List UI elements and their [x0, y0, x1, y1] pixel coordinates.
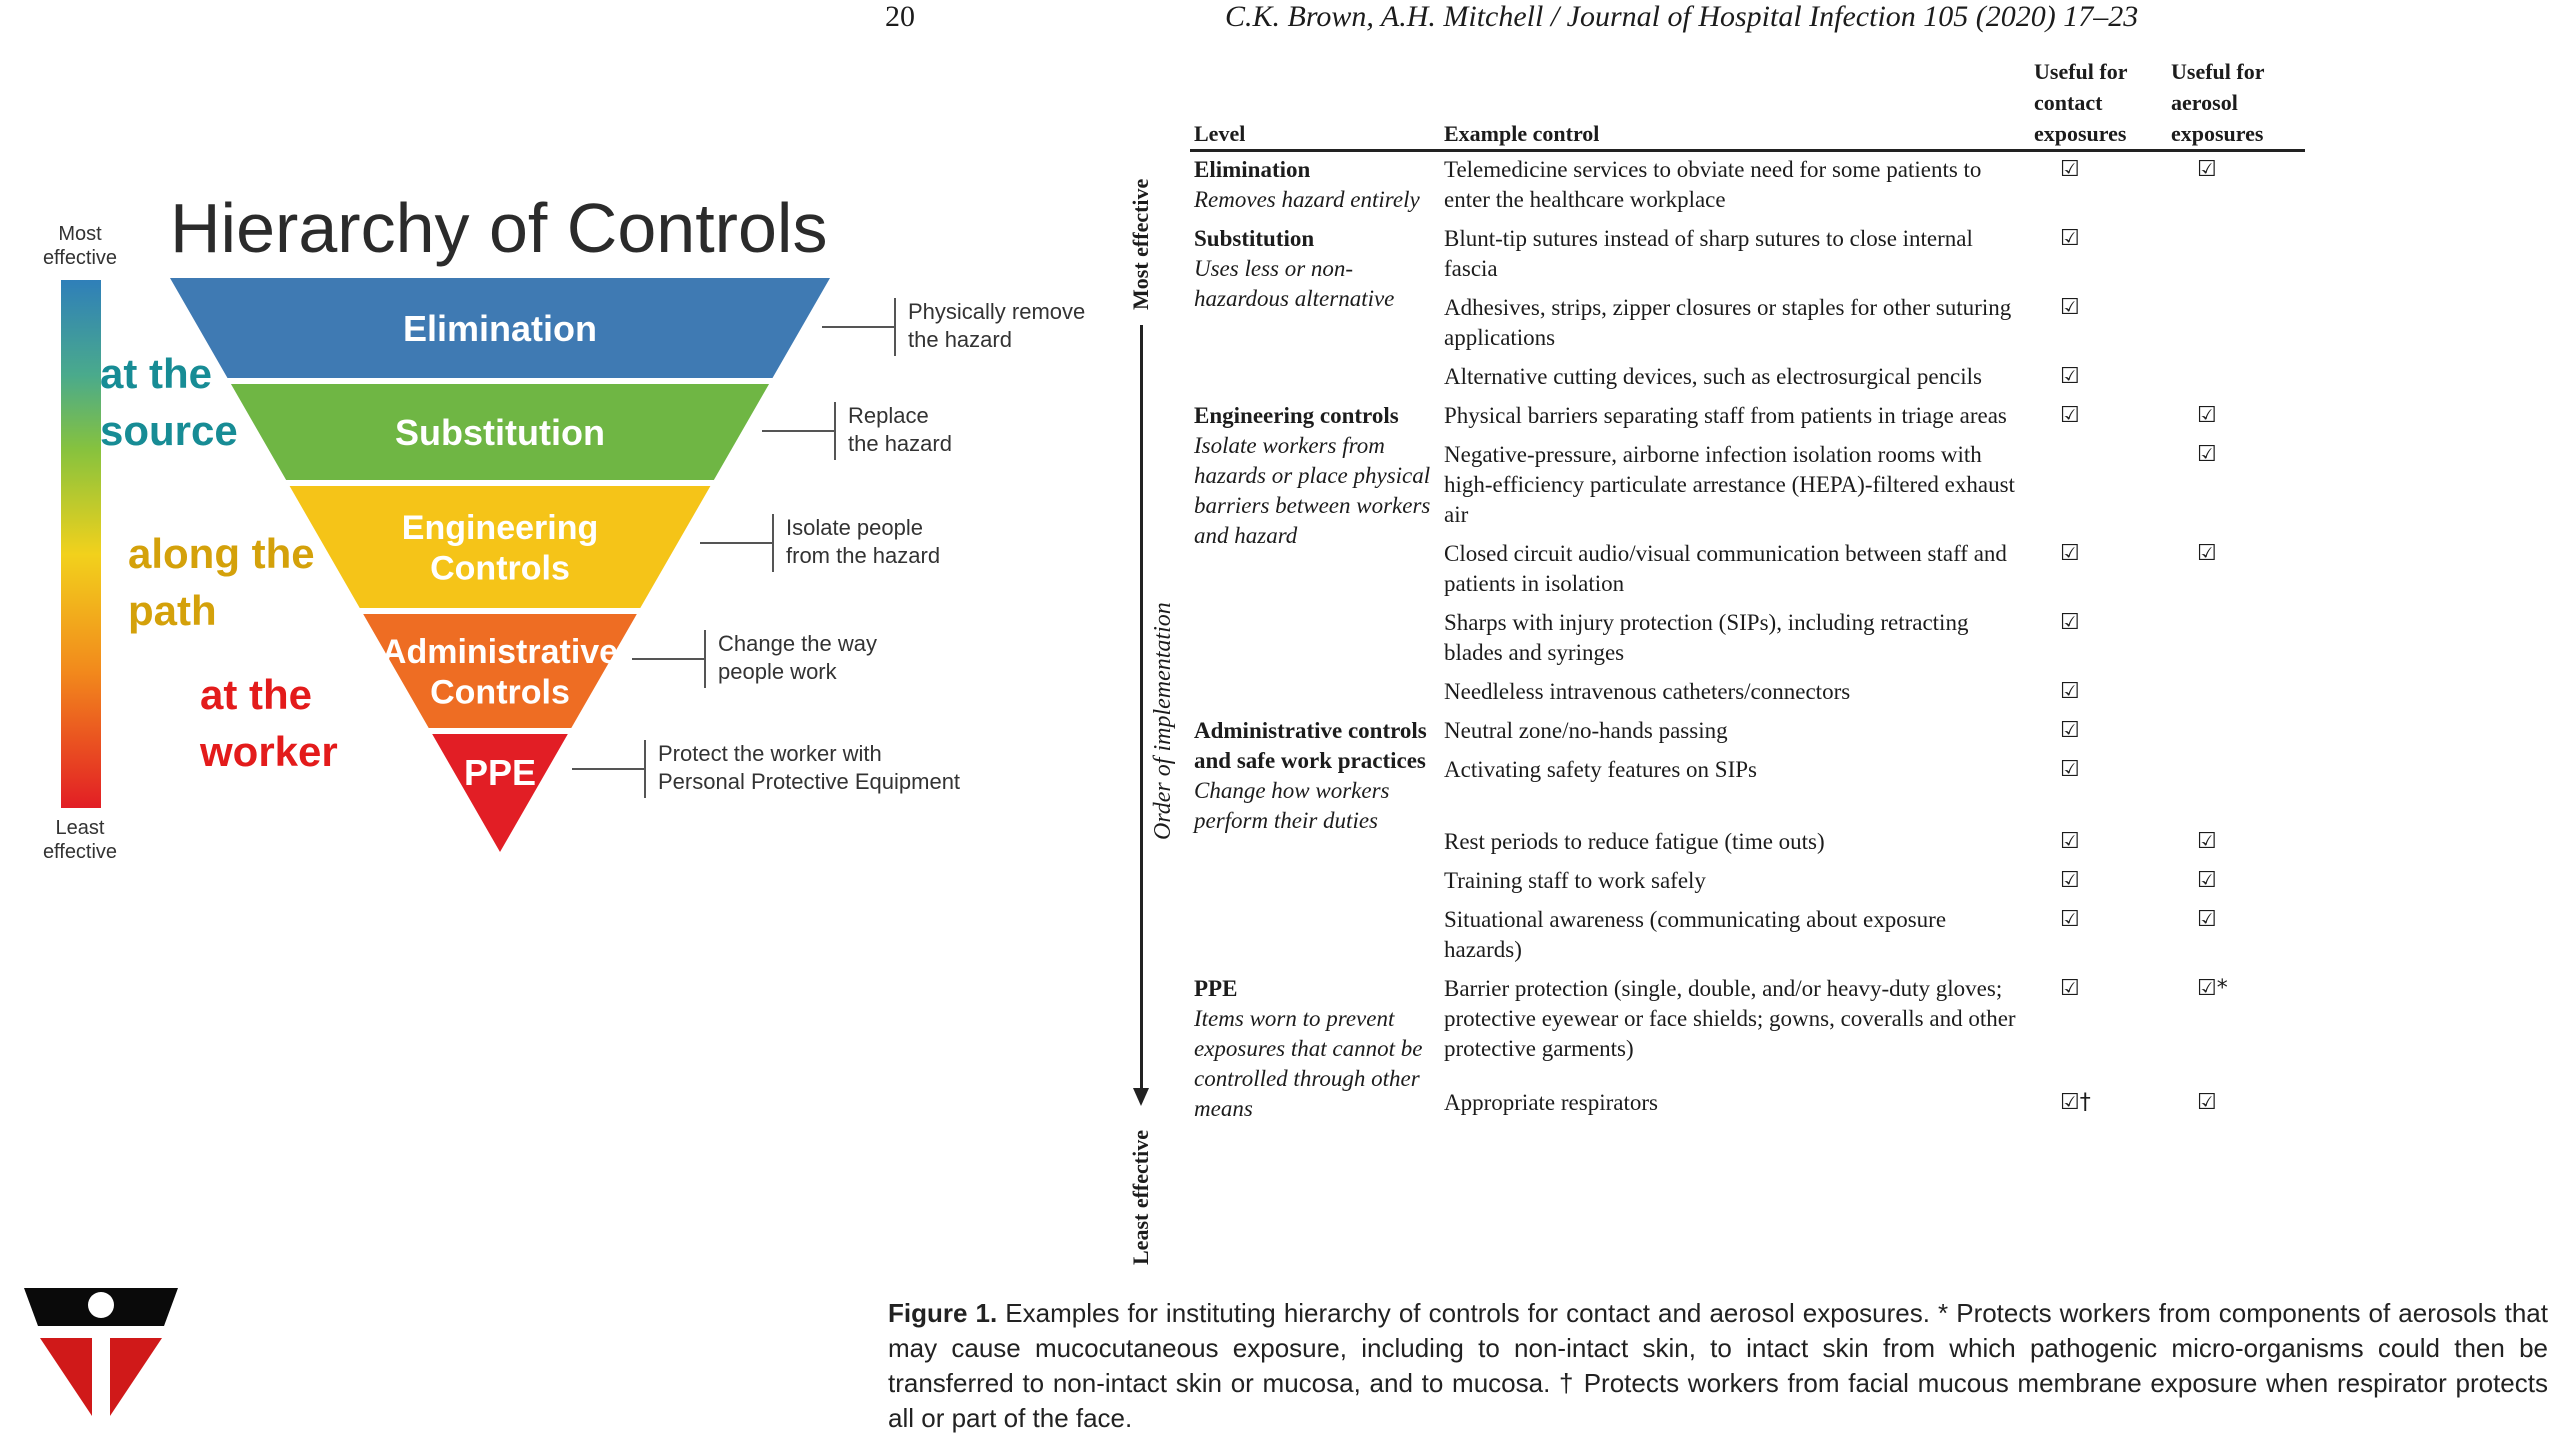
pyramid-level-label: Administrative: [381, 632, 619, 671]
level-cell: [1190, 398, 1440, 713]
aerosol-check-cell: ☑: [2197, 403, 2217, 428]
aerosol-check-cell: [2167, 605, 2305, 674]
aerosol-check-cell: ☑: [2197, 1090, 2217, 1116]
contact-check-cell: ☑: [2060, 757, 2080, 782]
example-control-cell: Adhesives, strips, zipper closures or staples for other suturing applications: [1444, 295, 2012, 350]
aerosol-check-cell: ☑: [2197, 829, 2217, 854]
contact-check-cell: ☑: [2060, 868, 2080, 893]
aerosol-check-cell: ☑*: [2197, 976, 2228, 1001]
header-aerosol: Useful for aerosol exposures: [2171, 59, 2265, 146]
contact-check-cell: ☑: [2060, 295, 2080, 320]
axis-arrow-head: [1133, 1088, 1149, 1106]
level-description: Change how workers perform their duties: [1194, 778, 1390, 833]
level-name: Substitution: [1194, 226, 1315, 251]
example-control-cell: Rest periods to reduce fatigue (time outs): [1444, 829, 1825, 854]
aerosol-check-cell: [2167, 290, 2305, 359]
contact-check-cell: ☑: [2060, 541, 2080, 566]
header-example: Example control: [1444, 121, 1600, 146]
example-control-cell: Alternative cutting devices, such as electrosurgical pencils: [1444, 364, 1982, 389]
caption-text: Examples for instituting hierarchy of controls for contact and aerosol exposures. * Protects workers from components of aerosols that may cause mucocutaneous exposure, including to non-intact skin, to intact skin from which pathogenic micro-organisms could then be transferred to non-intact skin or mucosa, and to mucosa. † Protects workers from facial mucous membrane exposure when respirator protects all or part of the face.: [888, 1298, 2548, 1433]
level-description: Removes hazard entirely: [1194, 187, 1420, 212]
aerosol-check-cell: [2167, 221, 2305, 290]
at-the-source-label: at the source: [100, 350, 238, 454]
example-control-cell: Barrier protection (single, double, and/or heavy-duty gloves; protective eyewear or face shields; gowns, coveralls and other protective garments): [1444, 976, 2016, 1061]
pyramid-level-label: PPE: [463, 751, 537, 793]
contact-check-cell: ☑: [2060, 364, 2080, 389]
level-name: PPE: [1194, 976, 1238, 1001]
aerosol-check-cell: ☑: [2197, 442, 2217, 467]
table-row: [1190, 713, 2305, 752]
pyramid-level-label: Engineering: [401, 508, 599, 547]
level-description: Isolate workers from hazards or place physical barriers between workers and hazard: [1194, 433, 1431, 548]
header-level: Level: [1194, 121, 1246, 146]
example-control-cell: Training staff to work safely: [1444, 868, 1706, 893]
figure-caption: [888, 1296, 2548, 1436]
pyramid-level-2: [290, 486, 711, 608]
example-control-cell: Neutral zone/no-hands passing: [1444, 718, 1728, 743]
example-control-cell: Activating safety features on SIPs: [1444, 757, 1757, 782]
example-control-cell: Closed circuit audio/visual communication between staff and patients in isolation: [1444, 541, 2007, 596]
table-row: [1190, 398, 2305, 437]
header-contact: Useful for contact exposures: [2034, 59, 2128, 146]
example-control-cell: Sharps with injury protection (SIPs), including retracting blades and syringes: [1444, 610, 1969, 665]
contact-check-cell: ☑: [2060, 403, 2080, 428]
table-row: [1190, 221, 2305, 290]
example-control-cell: Negative-pressure, airborne infection isolation rooms with high-efficiency particulate arrestance (HEPA)-filtered exhaust air: [1444, 442, 2015, 527]
brand-logo: [16, 1278, 186, 1428]
level-cell: [1190, 971, 1440, 1130]
level-name: Engineering controls: [1194, 403, 1399, 428]
aerosol-check-cell: ☑: [2197, 541, 2217, 566]
caption-label: Figure 1.: [888, 1298, 998, 1328]
axis-order-of-implementation: Order of implementation: [1150, 602, 1176, 840]
level-cell: [1190, 151, 1440, 222]
contact-check-cell: ☑: [2060, 907, 2080, 932]
aerosol-check-cell: [2167, 359, 2305, 398]
aerosol-check-cell: [2167, 674, 2305, 713]
contact-check-cell: ☑: [2060, 157, 2080, 182]
example-control-cell: Situational awareness (communicating about exposure hazards): [1444, 907, 1947, 962]
example-control-cell: Needleless intravenous catheters/connectors: [1444, 679, 1851, 704]
most-effective-label: Most effective: [42, 223, 118, 269]
aerosol-check-cell: [2167, 752, 2305, 824]
aerosol-check-cell: [2167, 713, 2305, 752]
contact-check-cell: ☑: [2060, 829, 2080, 854]
level-cell: [1190, 221, 1440, 398]
diagram-title: Hierarchy of Controls: [170, 189, 828, 267]
level-description: Items worn to prevent exposures that cannot be controlled through other means: [1194, 1006, 1423, 1121]
pyramid-level-label: Substitution: [395, 411, 605, 453]
contact-check-cell: ☑: [2060, 976, 2080, 1001]
example-control-cell: Telemedicine services to obviate need for some patients to enter the healthcare workplace: [1444, 157, 1982, 212]
aerosol-check-cell: ☑: [2197, 907, 2217, 932]
running-head: C.K. Brown, A.H. Mitchell / Journal of Hospital Infection 105 (2020) 17–23: [1225, 0, 2139, 33]
level-cell: [1190, 713, 1440, 971]
pyramid-level-label: Controls: [430, 673, 570, 712]
level-description: Uses less or non-hazardous alternative: [1194, 256, 1395, 311]
effectiveness-gradient-bar: [61, 280, 101, 808]
table-header-row: [1190, 56, 2305, 151]
aerosol-check-cell: ☑: [2197, 868, 2217, 893]
at-the-worker-label: at the worker: [200, 671, 338, 775]
example-control-cell: Blunt-tip sutures instead of sharp sutures to close internal fascia: [1444, 226, 1973, 281]
least-effective-label: Least effective: [42, 817, 118, 863]
contact-check-cell: [2030, 437, 2167, 536]
axis-least-effective: Least effective: [1128, 1130, 1153, 1265]
level-name: Elimination: [1194, 157, 1311, 182]
controls-table: [1190, 56, 2305, 1130]
example-control-cell: Physical barriers separating staff from patients in triage areas: [1444, 403, 2007, 428]
contact-check-cell: ☑: [2060, 679, 2080, 704]
table-row: [1190, 151, 2305, 222]
pyramid-level-label: Elimination: [402, 307, 598, 349]
contact-check-cell: ☑: [2060, 718, 2080, 743]
axis-most-effective: Most effective: [1128, 178, 1153, 310]
along-the-path-label: along the path: [128, 530, 315, 634]
contact-check-cell: ☑: [2060, 226, 2080, 251]
table-row: [1190, 971, 2305, 1085]
example-control-cell: Appropriate respirators: [1444, 1090, 1658, 1116]
axis-arrow-line: [1140, 325, 1143, 1090]
level-name: Administrative controls and safe work practices: [1194, 718, 1427, 773]
page-number: 20: [885, 0, 915, 33]
table-body: [1190, 151, 2305, 1131]
contact-check-cell: ☑†: [2060, 1090, 2091, 1116]
controls-table-grid: [1190, 56, 2305, 1130]
aerosol-check-cell: ☑: [2197, 157, 2217, 182]
pyramid-level-label: Controls: [430, 549, 570, 588]
contact-check-cell: ☑: [2060, 610, 2080, 635]
